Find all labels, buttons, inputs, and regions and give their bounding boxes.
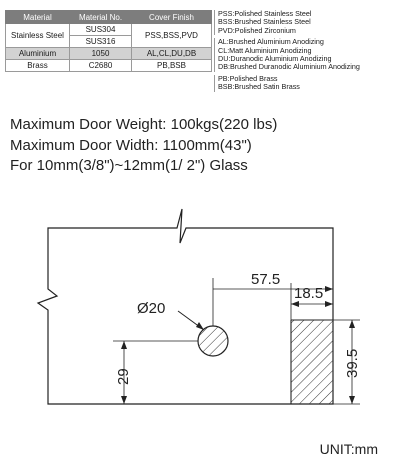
table-row xyxy=(6,24,212,36)
material-no-cell: C2680 xyxy=(70,60,132,72)
finish-cell: PSS,BSS,PVD xyxy=(132,24,212,48)
dim-arrow xyxy=(121,341,127,349)
dim-57-5-label: 57.5 xyxy=(251,271,281,288)
finish-legend xyxy=(214,10,398,95)
legend-item: PSS:Polished Stainless Steel xyxy=(218,9,312,18)
glass-thickness: For 10mm(3/8")~12mm(1/ 2") Glass xyxy=(10,157,248,174)
dim-arrow xyxy=(325,301,333,307)
dim-arrow xyxy=(121,396,127,404)
dim-29-label: 29 xyxy=(115,368,132,385)
legend-item: PB:Polished Brass xyxy=(218,73,278,83)
legend-group-aluminium xyxy=(214,38,398,72)
table-row xyxy=(6,60,212,72)
legend-group-brass xyxy=(214,75,398,92)
material-table xyxy=(5,10,212,72)
dim-39-5-label: 39.5 xyxy=(344,348,361,378)
legend-item: DB:Brushed Duranodic Aluminium Anodizing xyxy=(218,62,360,72)
material-cell: Brass xyxy=(6,60,70,72)
material-no-cell: SUS304 xyxy=(70,24,132,36)
legend-group-stainless xyxy=(214,10,398,35)
dim-arrow xyxy=(325,286,333,292)
max-door-width: Maximum Door Width: 1100mm(43") xyxy=(10,136,252,154)
door-specifications xyxy=(10,115,277,177)
legend-item: BSS:Brushed Stainless Steel xyxy=(218,17,311,27)
header-material: Material xyxy=(6,11,70,24)
legend-item: PVD:Polished Zirconium xyxy=(218,25,296,35)
header-cover-finish: Cover Finish xyxy=(132,11,212,24)
table-row xyxy=(6,48,212,60)
header-material-no: Material No. xyxy=(70,11,132,24)
material-no-cell: SUS316 xyxy=(70,36,132,48)
dim-arrow xyxy=(349,320,355,328)
finish-cell: AL,CL,DU,DB xyxy=(132,48,212,60)
notch-block xyxy=(291,320,333,404)
material-cell: Aluminium xyxy=(6,48,70,60)
legend-item: BSB:Brushed Satin Brass xyxy=(218,82,300,92)
diameter-label: Ø20 xyxy=(137,300,166,317)
material-no-cell: 1050 xyxy=(70,48,132,60)
table-header-row xyxy=(6,11,212,24)
finish-cell: PB,BSB xyxy=(132,60,212,72)
unit-label: UNIT:mm xyxy=(319,441,378,457)
glass-outline xyxy=(38,209,333,404)
cutout-drawing xyxy=(0,195,400,435)
legend-item: CL:Matt Aluminium Anodizing xyxy=(218,45,312,55)
diameter-arrow xyxy=(196,322,204,330)
max-door-weight: Maximum Door Weight: 100kgs(220 lbs) xyxy=(10,116,278,133)
legend-item: AL:Brushed Aluminium Anodizing xyxy=(218,37,324,47)
dim-18-5-label: 18.5 xyxy=(294,285,324,302)
material-cell: Stainless Steel xyxy=(6,24,70,48)
dim-arrow xyxy=(349,396,355,404)
legend-item: DU:Duranodic Aluminium Anodizing xyxy=(218,54,332,64)
